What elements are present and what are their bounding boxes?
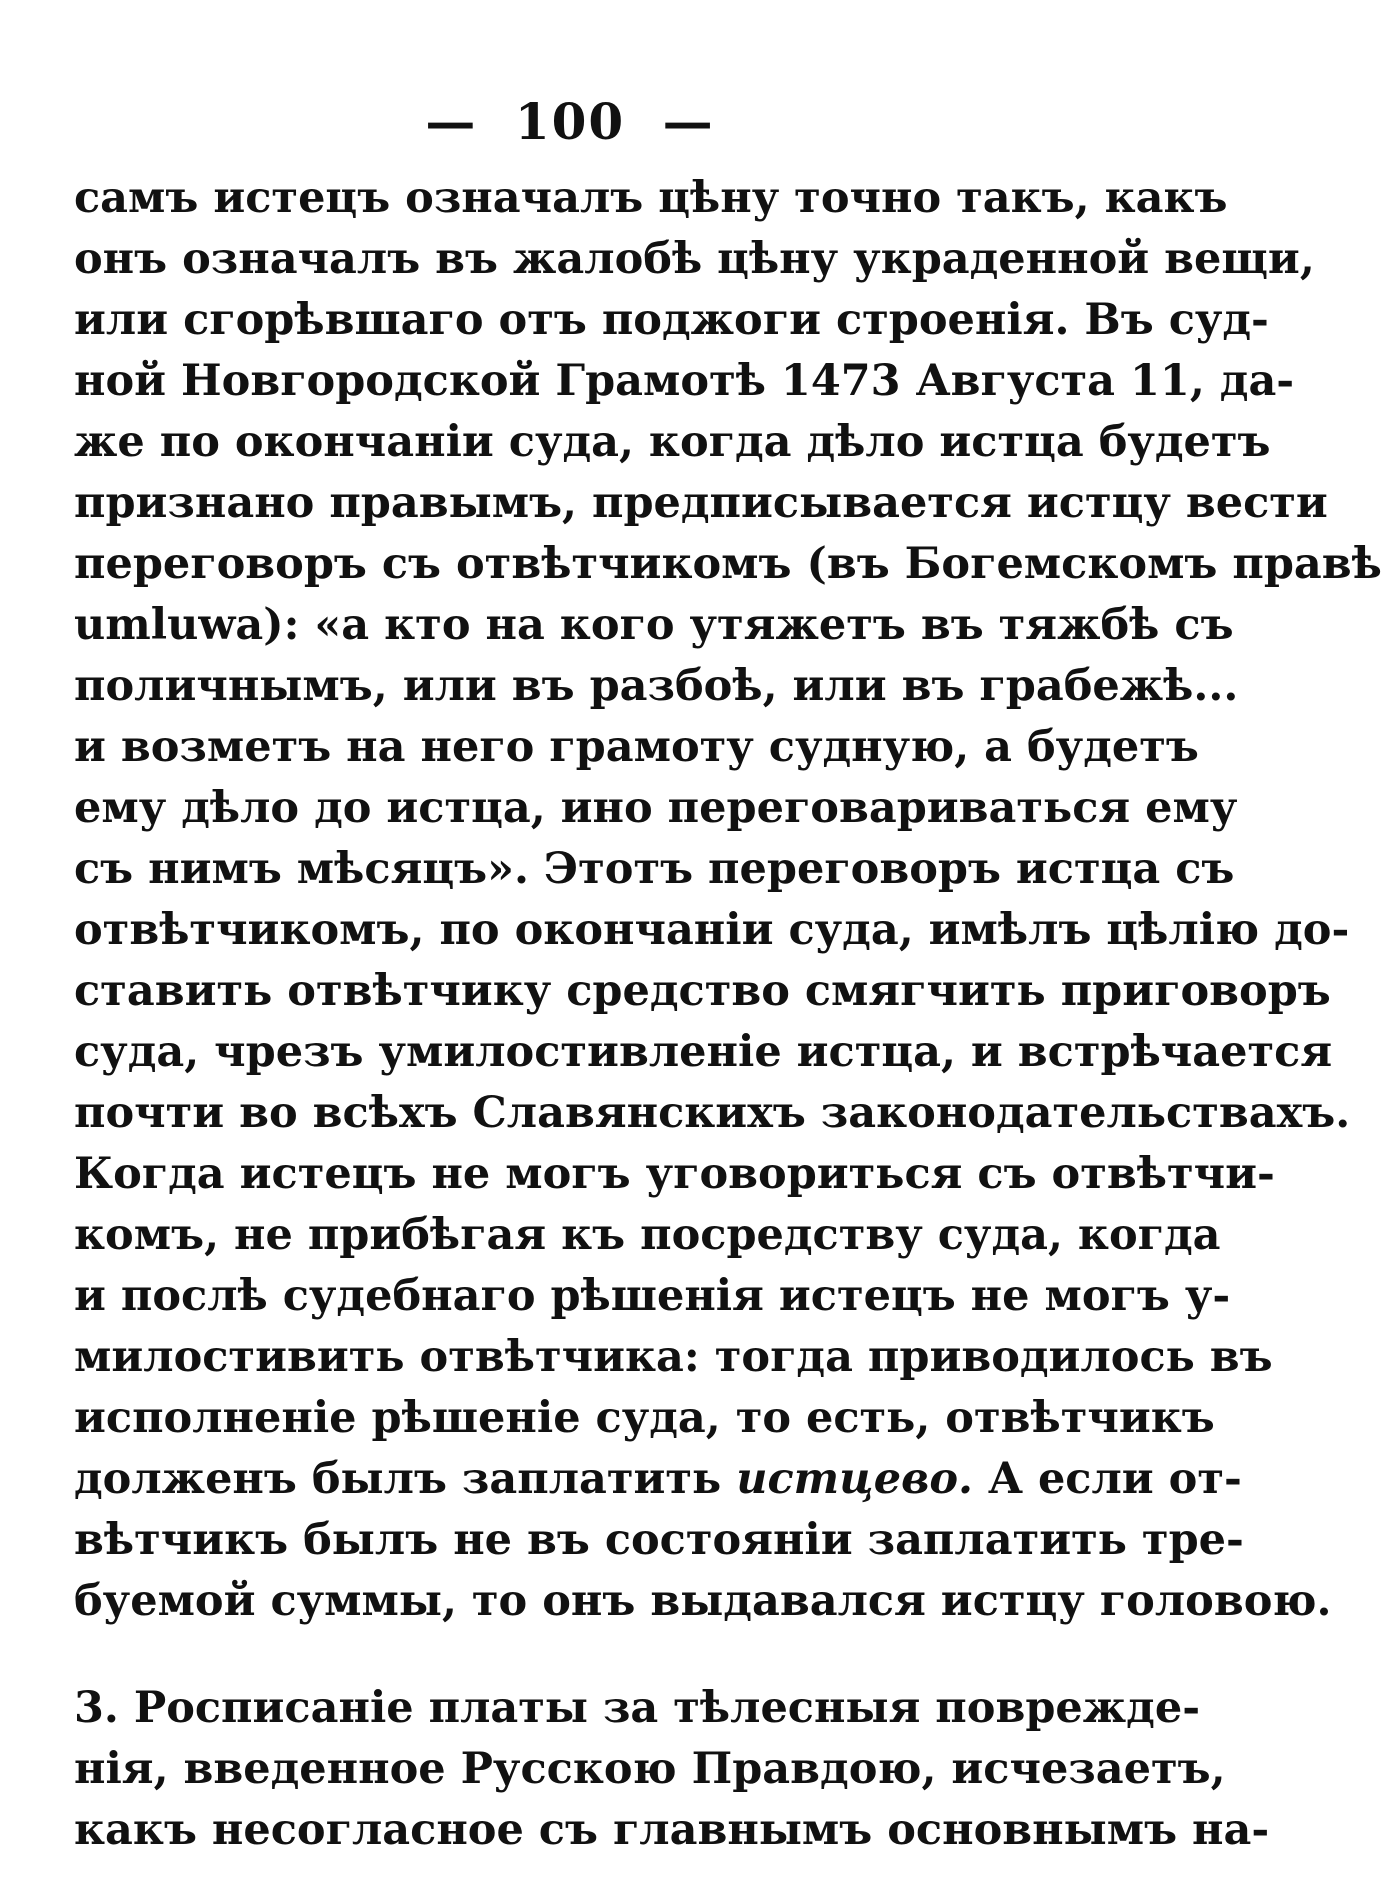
text-line: нія, введенное Русскою Правдою, исчезаетъ, bbox=[74, 1744, 1226, 1794]
text-line: 3. Росписаніе платы за тѣлесныя поврежде- bbox=[74, 1683, 1201, 1733]
text-line: признано правымъ, предписывается истцу вести bbox=[74, 478, 1328, 528]
page-number-header bbox=[0, 92, 1140, 152]
text-line: поличнымъ, или въ разбоѣ, или въ грабежѣ... bbox=[74, 661, 1239, 711]
text-line: онъ означалъ въ жалобѣ цѣну украденной вещи, bbox=[74, 234, 1315, 284]
text-line-mixed bbox=[74, 1449, 1242, 1510]
text-line: комъ, не прибѣгая къ посредству суда, когда bbox=[74, 1210, 1221, 1260]
text-line: почти во всѣхъ Славянскихъ законодательствахъ. bbox=[74, 1088, 1351, 1138]
text-line: umluwa): «а кто на кого утяжетъ въ тяжбѣ съ bbox=[74, 600, 1234, 650]
text-line: буемой суммы, то онъ выдавался истцу головою. bbox=[74, 1576, 1332, 1626]
text-line-head: долженъ былъ заплатить bbox=[74, 1454, 722, 1504]
text-line-tail: А если от- bbox=[987, 1454, 1242, 1504]
text-line: вѣтчикъ былъ не въ состояніи заплатить тре- bbox=[74, 1515, 1244, 1565]
text-line: переговоръ съ отвѣтчикомъ (въ Богемскомъ правѣ bbox=[74, 539, 1382, 589]
text-line: суда, чрезъ умилостивленіе истца, и встрѣчается bbox=[74, 1027, 1333, 1077]
text-line: ему дѣло до истца, ино переговариваться ему bbox=[74, 783, 1238, 833]
text-line: какъ несогласное съ главнымъ основнымъ на- bbox=[74, 1805, 1270, 1855]
header-dash-right: — bbox=[662, 92, 715, 151]
header-dash-left: — bbox=[425, 92, 478, 151]
text-line: Когда истецъ не могъ уговориться съ отвѣтчи- bbox=[74, 1149, 1275, 1199]
text-line: и послѣ судебнаго рѣшенія истецъ не могъ у- bbox=[74, 1271, 1231, 1321]
text-line: ной Новгородской Грамотѣ 1473 Августа 11, да- bbox=[74, 356, 1295, 406]
italic-term: истцево. bbox=[736, 1454, 973, 1504]
body-paragraph bbox=[74, 168, 1382, 1632]
text-line: или сгорѣвшаго отъ поджоги строенія. Въ суд- bbox=[74, 295, 1269, 345]
page-number: 100 bbox=[514, 92, 626, 151]
text-line: исполненіе рѣшеніе суда, то есть, отвѣтчикъ bbox=[74, 1393, 1215, 1443]
text-line: и возметъ на него грамоту судную, а будетъ bbox=[74, 722, 1199, 772]
section-3-paragraph bbox=[74, 1678, 1270, 1861]
text-line: самъ истецъ означалъ цѣну точно такъ, какъ bbox=[74, 173, 1228, 223]
text-line: милостивить отвѣтчика: тогда приводилось въ bbox=[74, 1332, 1273, 1382]
text-line: ставить отвѣтчику средство смягчить приговоръ bbox=[74, 966, 1331, 1016]
text-line: отвѣтчикомъ, по окончаніи суда, имѣлъ цѣлію до- bbox=[74, 905, 1350, 955]
text-line: же по окончаніи суда, когда дѣло истца будетъ bbox=[74, 417, 1271, 467]
text-line: съ нимъ мѣсяцъ». Этотъ переговоръ истца съ bbox=[74, 844, 1235, 894]
